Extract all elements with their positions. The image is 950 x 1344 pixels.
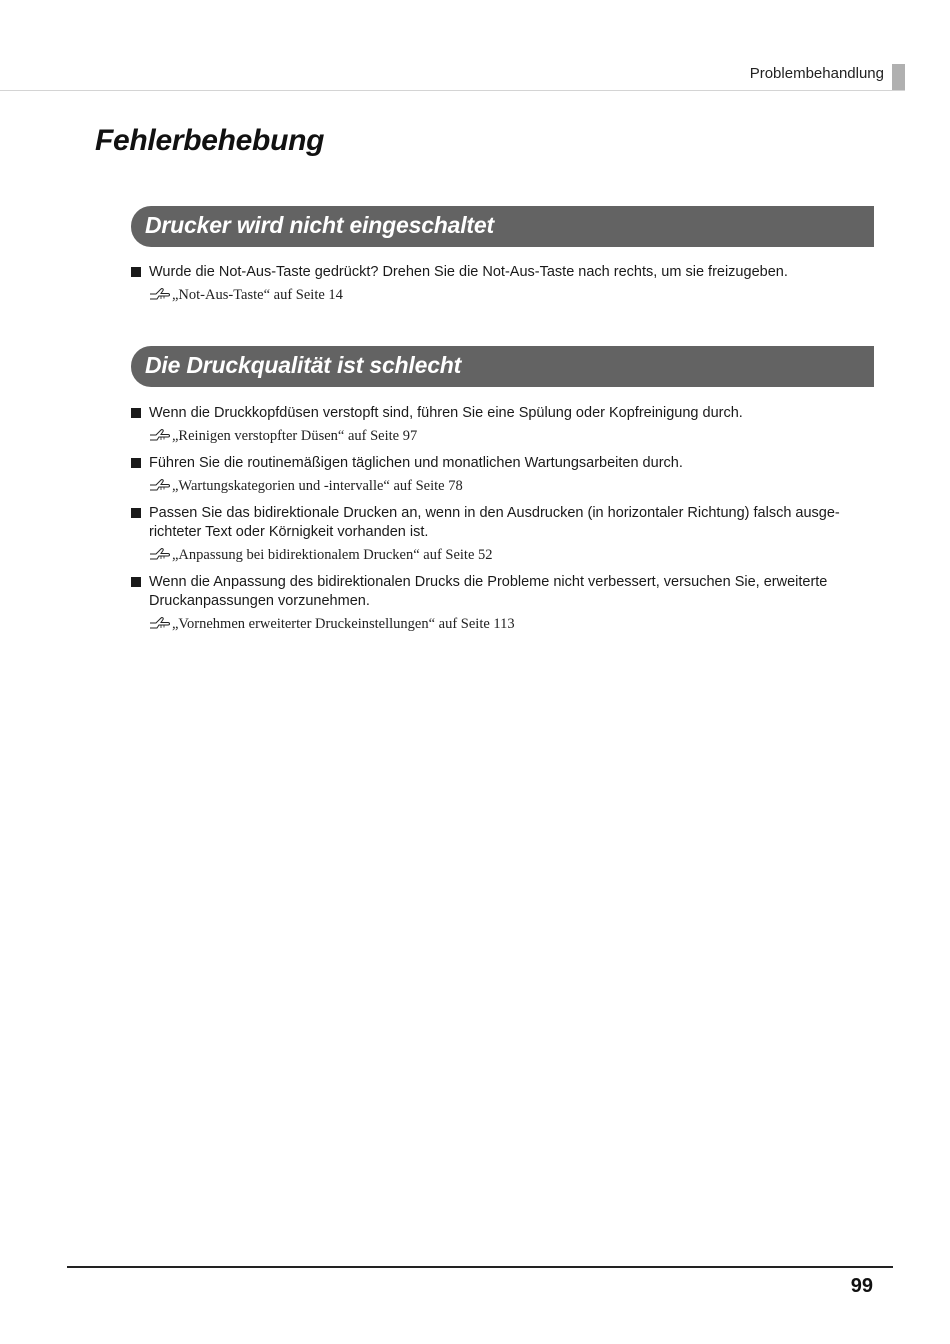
list-item bbox=[131, 454, 871, 495]
pointing-hand-icon bbox=[149, 428, 171, 442]
pointing-hand-icon bbox=[149, 547, 171, 561]
reference-link[interactable]: „Anpassung bei bidirektionalem Drucken“ auf Seite 52 bbox=[172, 547, 493, 563]
section-title: Die Druckqualität ist schlecht bbox=[145, 352, 462, 378]
bullet-square bbox=[131, 408, 141, 418]
pointing-hand-icon bbox=[149, 616, 171, 630]
header-chapter-label: Problembehandlung bbox=[749, 65, 884, 82]
reference-line bbox=[149, 615, 871, 633]
item-text: Wurde die Not-Aus-Taste gedrückt? Drehen Sie die Not-Aus-Taste nach rechts, um sie freizugeben. bbox=[149, 264, 788, 280]
footer-divider bbox=[67, 1266, 893, 1268]
header-divider bbox=[0, 90, 905, 91]
section-title: Drucker wird nicht eingeschaltet bbox=[145, 212, 494, 238]
page-title: Fehlerbehebung bbox=[95, 124, 325, 157]
item-text: Wenn die Druckkopfdüsen verstopft sind, führen Sie eine Spülung oder Kopfreinigung durch. bbox=[149, 405, 743, 421]
section-1-list bbox=[131, 263, 871, 313]
page-number: 99 bbox=[850, 1275, 873, 1297]
reference-link[interactable]: „Reinigen verstopfter Düsen“ auf Seite 97 bbox=[172, 428, 418, 444]
pointing-hand-icon bbox=[149, 287, 171, 301]
bullet-square bbox=[131, 577, 141, 587]
reference-link[interactable]: „Wartungskategorien und -intervalle“ auf Seite 78 bbox=[172, 478, 463, 494]
bullet-square bbox=[131, 508, 141, 518]
pointing-hand-icon bbox=[149, 478, 171, 492]
reference-link[interactable]: „Not-Aus-Taste“ auf Seite 14 bbox=[172, 287, 343, 303]
section-2-list bbox=[131, 404, 871, 642]
reference-line bbox=[149, 546, 871, 564]
section-bar-print-quality bbox=[131, 346, 874, 387]
bullet-square bbox=[131, 458, 141, 468]
item-text: Passen Sie das bidirektionale Drucken an, wenn in den Ausdrucken (in horizontaler Richtung) falsch ausge-richteter Text oder Körnigkeit vorhanden ist. bbox=[149, 505, 840, 540]
list-item bbox=[131, 263, 871, 304]
reference-line bbox=[149, 427, 871, 445]
reference-line bbox=[149, 477, 871, 495]
list-item bbox=[131, 504, 871, 564]
reference-link[interactable]: „Vornehmen erweiterter Druckeinstellungen“ auf Seite 113 bbox=[172, 616, 515, 632]
item-text: Führen Sie die routinemäßigen täglichen und monatlichen Wartungsarbeiten durch. bbox=[149, 455, 683, 471]
list-item bbox=[131, 573, 871, 633]
section-bar-printer-not-on bbox=[131, 206, 874, 247]
reference-line bbox=[149, 286, 871, 304]
item-text: Wenn die Anpassung des bidirektionalen Drucks die Probleme nicht verbessert, versuchen Sie, erweiterte Druckanpassungen vorzunehmen. bbox=[149, 574, 828, 609]
bullet-square bbox=[131, 267, 141, 277]
header-tab-marker bbox=[892, 64, 905, 90]
list-item bbox=[131, 404, 871, 445]
